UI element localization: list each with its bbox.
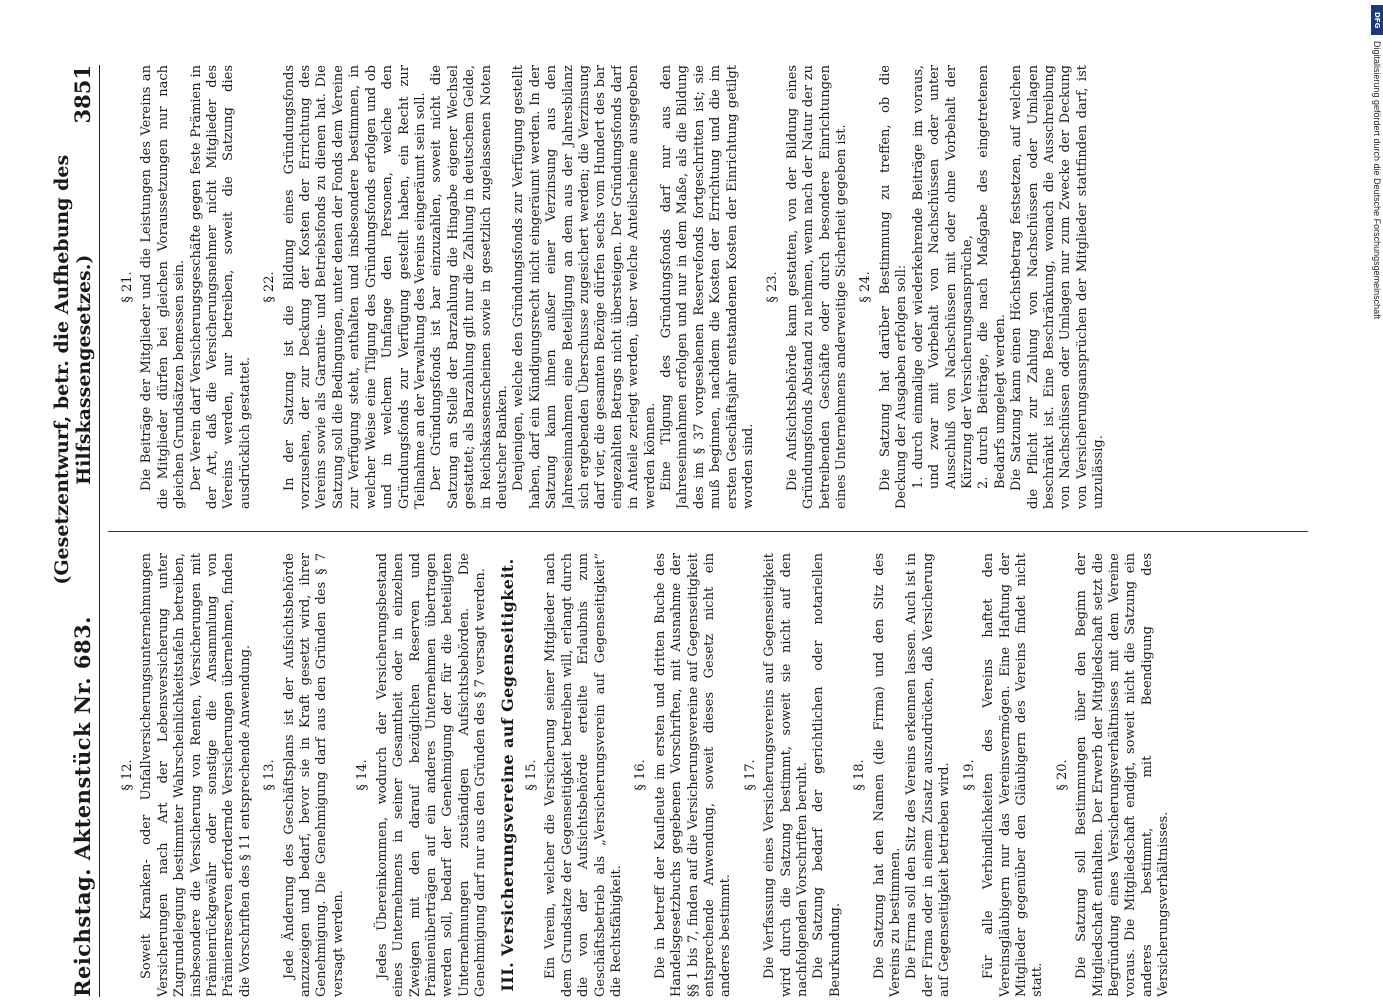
dfg-logo-icon: DFG (1371, 5, 1383, 35)
page-number: 3851 (70, 65, 95, 124)
paragraph: Eine Tilgung des Gründungsfonds darf nur aus den Jahreseinnahmen erfolgen und nur in dem Maße, als die Bildung des im § 37 vorgesehenen Reservefonds fortgeschritten ist; sie muß beginnen, nachdem die Kosten der Errichtung und die im ersten Geschäftsjahr entstandenen Kosten der Einrichtung getilgt worden sind. (659, 65, 757, 509)
section-title: § 24. (858, 271, 874, 303)
paragraph: Für alle Verbindlichkeiten des Vereins haftet den Vereinsgläubigern nur das Vereinsvermögen. Eine Haftung der Mitglieder gegenüber den Gläubigern des Vereins findet nicht statt. (981, 553, 1046, 997)
running-head (51, 65, 100, 997)
paragraph: Die Satzung soll Bestimmungen über den Beginn der Mitgliedschaft enthalten. Der Erwerb der Mitgliedschaft setzt die Begründung eines Versicherungsverhältnisses mit dem Vereine voraus. Die Mitgliedschaft endigt, soweit nicht die Satzung ein anderes bestimmt, mit Beendigung des Versicherungsverhältnisses. (1074, 553, 1172, 997)
list-item: 1. durch einmalige oder wiederkehrende Beiträge im voraus, und zwar mit Vorbehalt von Nachschüssen oder unter Ausschluß von Nachschüssen mit oder ohne Vorbehalt der Kürzung der Versicherungsansprüche, (910, 65, 975, 489)
paragraph: Die Satzung bedarf der gerichtlichen oder notariellen Beurkundung. (811, 553, 843, 997)
paragraph: Soweit Kranken- oder Unfallversicherungsunternehmungen Versicherungen nach Art der Lebensversicherung unter Zugrundelegung bestimmter Wahrscheinlichkeitstafeln betreiben, insbesondere die Versicherung von Renten, Versicherungen mit Prämienrückgewähr oder sonstige die Ansammlung von Prämienreserven erfordernde Versicherungen übernehmen, finden die Vorschriften des § 11 entsprechende Anwendung. (139, 553, 253, 997)
paragraph: Die Satzung hat den Namen (die Firma) und den Sitz des Vereins zu bestimmen. (871, 553, 904, 997)
document-page (51, 65, 1316, 997)
paragraph: Jede Änderung des Geschäftsplans ist der Aufsichtsbehörde anzuzeigen und bedarf, bevor sie in Kraft gesetzt wird, ihrer Genehmigung. Die Genehmigung darf aus den Gründen des § 7 versagt werden. (281, 553, 346, 997)
section-title: § 15. (523, 759, 539, 791)
section-title: § 13. (262, 759, 278, 791)
section-title: § 21. (120, 271, 135, 303)
section-title: § 20. (1054, 759, 1070, 791)
paragraph: Denjenigen, welche den Gründungsfonds zur Verfügung gestellt haben, darf ein Kündigungsrecht nicht eingeräumt werden. In der Satzung kann ihnen außer einer Verzinsung aus den Jahreseinnahmen eine Beteiligung an dem aus der Jahresbilanz sich ergebenden Überschusse zugesichert werden; die Verzinsung darf vier, die gesamten Bezüge dürfen sechs vom Hundert des bar eingezahlten Betrags nicht übersteigen. Der Gründungsfonds darf in Anteile zerlegt werden, über welche Anteilscheine ausgegeben werden können. (511, 65, 658, 509)
section-title: § 23. (765, 271, 781, 303)
section-title: § 22. (262, 271, 278, 303)
enumeration-list (911, 65, 1009, 509)
paragraph: Die in betreff der Kaufleute im ersten und dritten Buche des Handelsgesetzbuchs gegebenen Vorschriften, mit Ausnahme der §§ 1 bis 7, finden auf die Versicherungsvereine auf Gegenseitigkeit entsprechende Anwendung, soweit dieses Gesetz nicht ein anderes bestimmt. (652, 553, 734, 997)
paragraph: Die Verfassung eines Versicherungsvereins auf Gegenseitigkeit wird durch die Satzung bestimmt, soweit sie nicht auf den nachfolgenden Vorschriften beruht. (762, 553, 811, 997)
paragraph: In der Satzung ist die Bildung eines Gründungsfonds vorzusehen, der zur Deckung der Kosten der Errichtung des Vereins sowie als Garantie- und Betriebsfonds zu dienen hat. Die Satzung soll die Bedingungen, unter denen der Fonds dem Vereine zur Verfügung steht, enthalten und insbesondere bestimmen, in welcher Weise eine Tilgung des Gründungsfonds erfolgen und ob und in welchem Umfange den Personen, welche den Gründungsfonds zur Verfügung gestellt haben, ein Recht zur Teilnahme an der Verwaltung des Vereins eingeräumt sein soll. (281, 65, 428, 509)
funding-credit: Digitalisierung gefördert durch die Deutsche Forschungsgemeinschaft (1372, 41, 1382, 320)
column-divider (108, 531, 1308, 532)
head-left: Reichstag. Aktenstück Nr. 683. (70, 616, 95, 997)
paragraph: Ein Verein, welcher die Versicherung seiner Mitglieder nach dem Grundsatze der Gegenseitigkeit betreiben will, erlangt durch die von der Aufsichtsbehörde erteilte Erlaubnis zum Geschäftsbetrieb als „Versicherungsverein auf Gegenseitigkeit“ die Rechtsfähigkeit. (543, 553, 624, 997)
section-title: § 19. (961, 759, 977, 791)
paragraph: Die Beiträge der Mitglieder und die Leistungen des Vereins an die Mitglieder dürfen bei gleichen Voraussetzungen nur nach gleichen Grundsätzen bemessen sein. (139, 65, 188, 509)
right-column (112, 65, 1302, 509)
paragraph: Die Satzung hat darüber Bestimmung zu treffen, ob die Deckung der Ausgaben erfolgen soll: (877, 65, 910, 509)
paragraph: Die Firma soll den Sitz des Vereins erkennen lassen. Auch ist in der Firma oder in einem Zusatz auszudrücken, daß Versicherung auf Gegenseitigkeit betrieben wird. (904, 553, 953, 997)
side-caption (1371, 5, 1383, 995)
left-column (112, 553, 1302, 997)
chapter-heading: III. Versicherungsvereine auf Gegenseitigkeit. (497, 558, 517, 992)
paragraph: Die Aufsichtsbehörde kann gestatten, von der Bildung eines Gründungsfonds Abstand zu nehmen, wenn nach der Natur der zu betreibenden Geschäfte oder durch besondere Einrichtungen eines Unternehmens anderweitige Sicherheit gegeben ist. (784, 65, 850, 509)
paragraph: Die Satzung kann einen Höchstbetrag festsetzen, auf welchen die Pflicht zur Zahlung von Nachschüssen oder Umlagen beschränkt ist. Eine Beschränkung, wonach die Ausschreibung von Nachschüssen oder Umlagen nur zum Zwecke der Deckung von Versicherungsansprüchen der Mitglieder stattfinden darf, ist unzulässig. (1009, 65, 1107, 509)
paragraph: Der Verein darf Versicherungsgeschäfte gegen feste Prämien in der Art, daß die Versicherungsnehmer nicht Mitglieder des Vereins werden, nur betreiben, soweit die Satzung dies ausdrücklich gestattet. (188, 65, 253, 509)
paragraph: Jedes Übereinkommen, wodurch der Versicherungsbestand eines Unternehmens in seiner Gesamtheit oder in einzelnen Zweigen mit den darauf bezüglichen Reserven und Prämienüberträgen auf ein anderes Unternehmen übertragen werden soll, bedarf der Genehmigung der für die beteiligten Unternehmungen zuständigen Aufsichtsbehörden. Die Genehmigung darf nur aus den Gründen des § 7 versagt werden. (374, 553, 489, 997)
paragraph: Der Gründungsfonds ist bar einzuzahlen, soweit nicht die Satzung an Stelle der Barzahlung die Hingabe eigener Wechsel gestattet; als Barzahlung gilt nur die Zahlung in deutschem Gelde, in Reichskassenscheinen sowie in gesetzlich zugelassenen Noten deutscher Banken. (429, 65, 510, 509)
section-title: § 14. (355, 759, 371, 791)
head-center: (Gesetzentwurf, betr. die Aufhebung des Hilfskassengesetzes.) (51, 154, 95, 585)
section-title: § 18. (852, 759, 868, 791)
section-title: § 16. (633, 759, 649, 791)
section-title: § 12. (120, 759, 135, 791)
list-item: 2. durch Beiträge, die nach Maßgabe des eingetretenen Bedarfs umgelegt werden. (976, 65, 1008, 489)
section-title: § 17. (742, 759, 758, 791)
